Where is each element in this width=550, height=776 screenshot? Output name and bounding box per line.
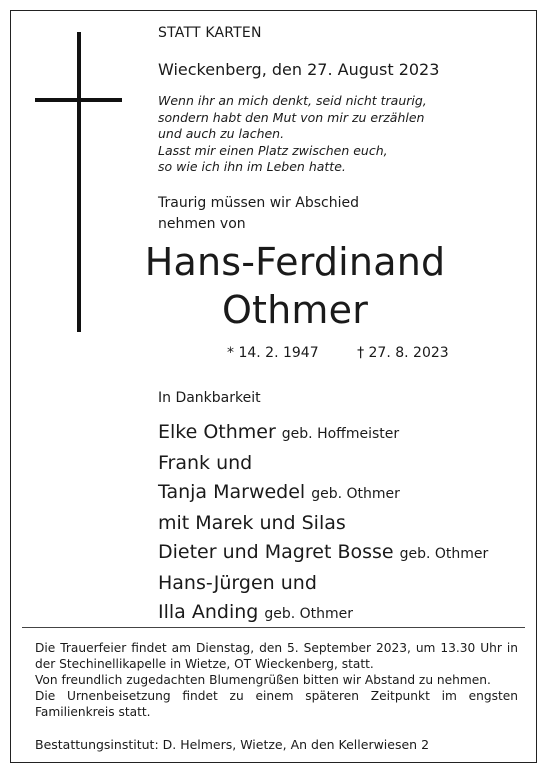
mourner-row — [158, 509, 488, 539]
mourner-name: Frank und — [158, 451, 253, 474]
life-dates — [227, 345, 449, 361]
poem-line: sondern habt den Mut von mir zu erzählen — [158, 109, 425, 125]
service-info — [35, 640, 518, 720]
intro-line: nehmen von — [158, 216, 246, 232]
mourner-name: Elke Othmer — [158, 421, 276, 443]
mourner-row — [158, 569, 488, 599]
cross-icon-bar — [35, 98, 122, 102]
poem-line: so wie ich ihn im Leben hatte. — [158, 159, 346, 174]
poem-line: und auch zu lachen. — [158, 126, 285, 141]
mourner-nee: geb. Othmer — [264, 606, 354, 622]
mourner-name: mit Marek und Silas — [158, 511, 346, 534]
place-date: Wieckenberg, den 27. August 2023 — [158, 60, 440, 79]
mourner-name: Dieter und Magret Bosse — [158, 541, 394, 563]
poem-line: Wenn ihr an mich denkt, seid nicht traurig, — [158, 93, 427, 108]
mourner-name: Hans-Jürgen und — [158, 571, 317, 594]
headline: STATT KARTEN — [158, 25, 262, 41]
cross-icon — [77, 32, 81, 332]
service-info-paragraph: Von freundlich zugedachten Blumengrüßen bitten wir Abstand zu nehmen. — [35, 673, 491, 687]
mourner-row — [158, 538, 488, 569]
birth-date: * 14. 2. 1947 — [227, 345, 319, 361]
divider — [22, 627, 525, 628]
intro-line: Traurig müssen wir Abschied — [158, 195, 359, 211]
poem-line: Lasst mir einen Platz zwischen euch, — [158, 142, 388, 158]
mourner-nee: geb. Othmer — [399, 546, 489, 562]
mourners-list — [158, 418, 488, 629]
poem — [158, 93, 427, 176]
mourner-name: Tanja Marwedel — [158, 481, 306, 503]
deceased-name — [130, 238, 460, 334]
death-date: † 27. 8. 2023 — [357, 345, 449, 361]
service-info-paragraph: Die Urnenbeisetzung findet zu einem späteren Zeitpunkt im engsten Familienkreis statt. — [35, 689, 518, 719]
mourner-name: Illa Anding — [158, 601, 259, 623]
deceased-last-name: Othmer — [221, 288, 369, 332]
service-info-paragraph: Die Trauerfeier findet am Dienstag, den 5. September 2023, um 13.30 Uhr in der Stechinellikapelle in Wietze, OT Wieckenberg, statt. — [35, 641, 518, 671]
mourner-nee: geb. Hoffmeister — [281, 426, 400, 442]
mourner-row — [158, 598, 488, 629]
mourner-row — [158, 449, 488, 479]
intro-text — [158, 193, 359, 235]
funeral-home: Bestattungsinstitut: D. Helmers, Wietze, An den Kellerwiesen 2 — [35, 737, 430, 752]
deceased-first-name: Hans-Ferdinand — [144, 240, 446, 284]
mourner-row — [158, 478, 488, 509]
mourner-row — [158, 418, 488, 449]
thanks-line: In Dankbarkeit — [158, 390, 261, 406]
mourner-nee: geb. Othmer — [311, 486, 400, 502]
